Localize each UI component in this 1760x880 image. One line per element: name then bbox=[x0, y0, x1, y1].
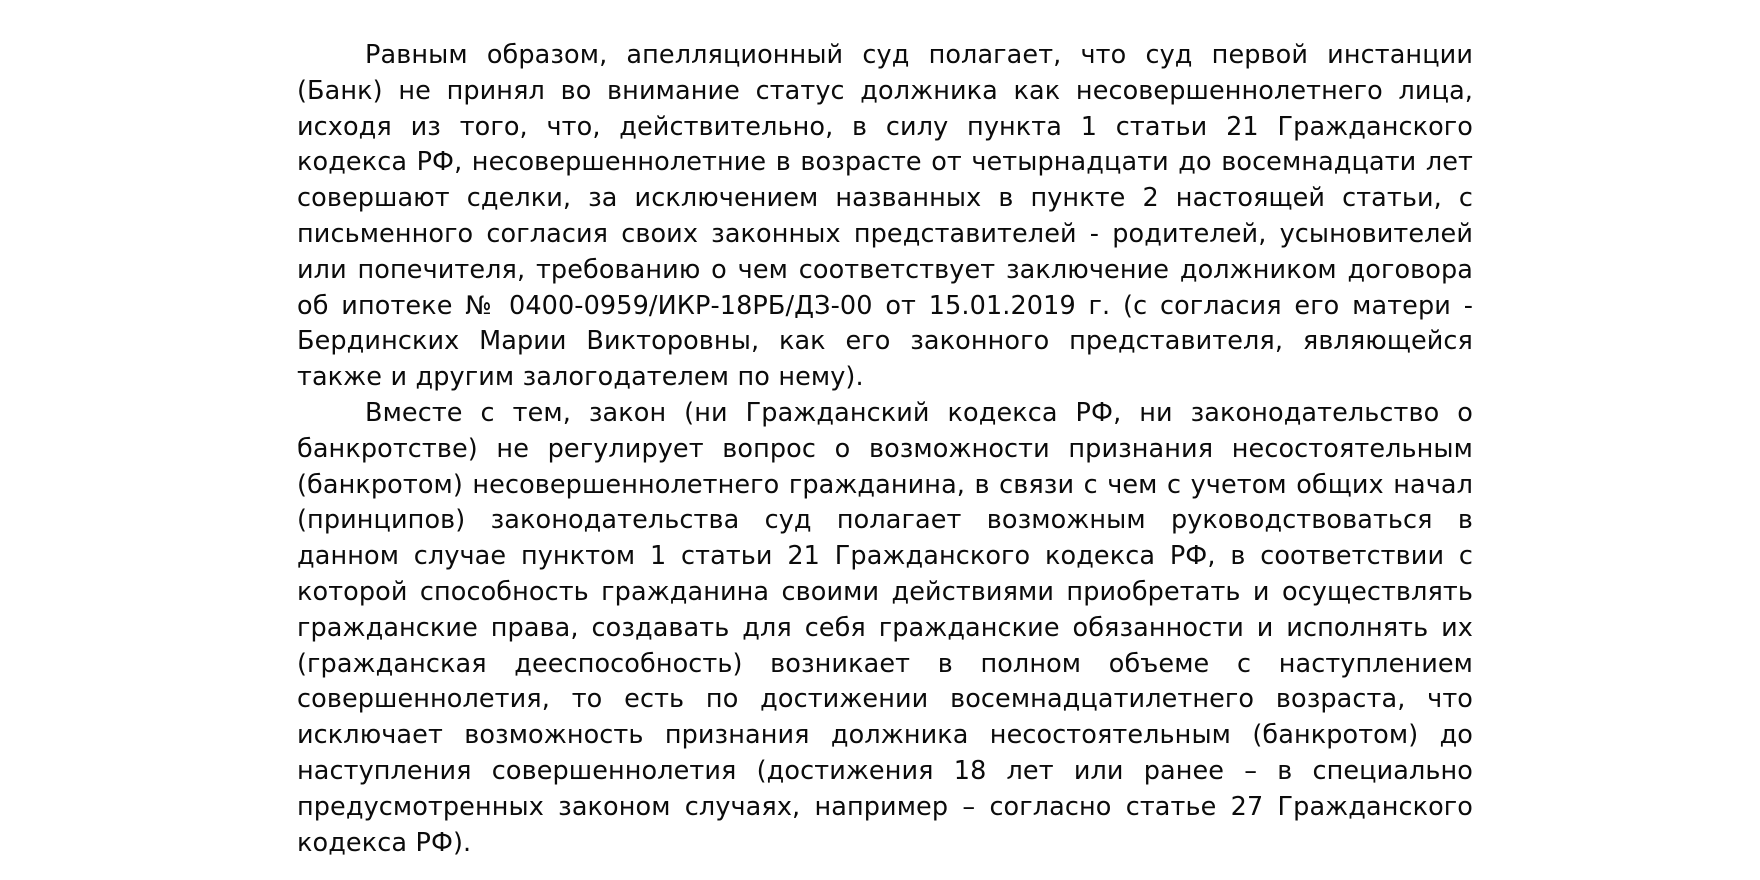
paragraph-2: Вместе с тем, закон (ни Гражданский кодекса РФ, ни законодательство о банкротстве) не регулирует вопрос о возможности признания несостоятельным (банкротом) несовершеннолетнего гражданина, в связи с чем с учетом общих начал (принципов) законодательства суд полагает возможным руководствоваться в данном случае пунктом 1 статьи 21 Гражданского кодекса РФ, в соответствии с которой способность гражданина своими действиями приобретать и осуществлять гражданские права, создавать для себя гражданские обязанности и исполнять их (гражданская дееспособность) возникает в полном объеме с наступлением совершеннолетия, то есть по достижении восемнадцатилетнего возраста, что исключает возможность признания должника несостоятельным (банкротом) до наступления совершеннолетия (достижения 18 лет или ранее – в специально предусмотренных законом случаях, например – согласно статье 27 Гражданского кодекса РФ). bbox=[297, 397, 1473, 858]
paragraph-1: Равным образом, апелляционный суд полагает, что суд первой инстанции (Банк) не принял во внимание статус должника как несовершеннолетнего лица, исходя из того, что, действительно, в силу пункта 1 статьи 21 Гражданского кодекса РФ, несовершеннолетние в возрасте от четырнадцати до восемнадцати лет совершают сделки, за исключением названных в пункте 2 настоящей статьи, с письменного согласия своих законных представителей - родителей, усыновителей или попечителя, требованию о чем соответствует заключение должником договора об ипотеке № 0400-0959/ИКР-18РБ/ДЗ-00 от 15.01.2019 г. (с согласия его матери - Бердинских Марии Викторовны, как его законного представителя, являющейся также и другим залогодателем по нему). bbox=[297, 40, 1473, 393]
document-text-block bbox=[297, 38, 1473, 861]
